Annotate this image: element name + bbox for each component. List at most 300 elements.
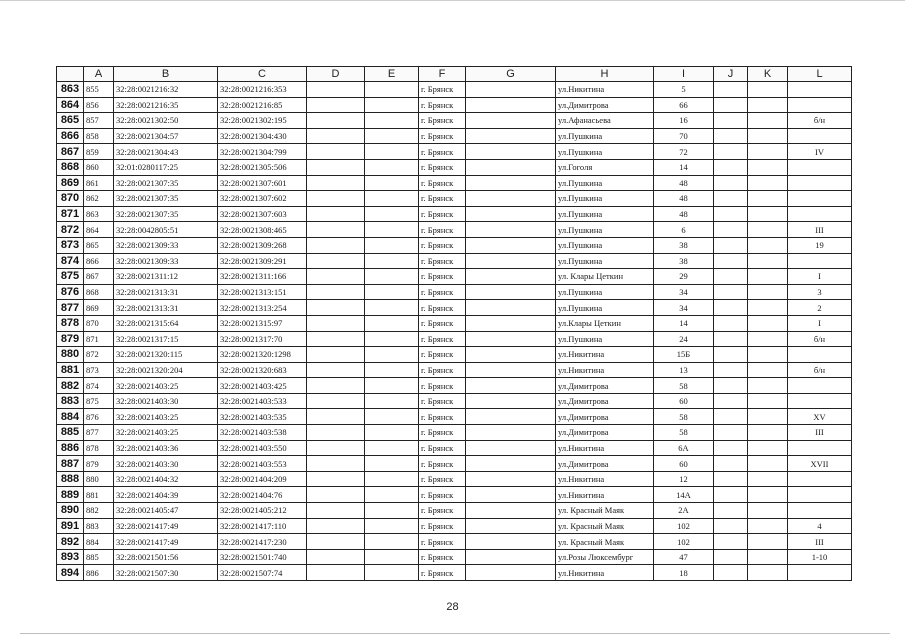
corner-cell	[57, 67, 84, 82]
cell-i: 48	[654, 191, 714, 207]
cell-a: 874	[84, 378, 114, 394]
table-row	[57, 393, 852, 409]
cell-e	[365, 300, 419, 316]
cell-d	[307, 393, 365, 409]
cell-j	[714, 503, 748, 519]
cell-d	[307, 549, 365, 565]
cell-e	[365, 222, 419, 238]
cell-h: ул. Красный Маяк	[556, 503, 654, 519]
cell-g	[466, 378, 556, 394]
cell-j	[714, 82, 748, 98]
cell-k	[748, 315, 788, 331]
cell-j	[714, 300, 748, 316]
cell-j	[714, 425, 748, 441]
cell-b: 32:28:0021304:57	[114, 128, 218, 144]
cell-a: 868	[84, 284, 114, 300]
cell-j	[714, 549, 748, 565]
cell-l: III	[788, 222, 852, 238]
cell-j	[714, 237, 748, 253]
row-number: 866	[57, 128, 84, 144]
cell-d	[307, 128, 365, 144]
cell-i: 102	[654, 534, 714, 550]
row-number: 865	[57, 113, 84, 129]
cell-j	[714, 128, 748, 144]
cell-l: б/н	[788, 331, 852, 347]
cell-a: 858	[84, 128, 114, 144]
cell-i: 16	[654, 113, 714, 129]
cell-l	[788, 440, 852, 456]
cell-h: ул.Димитрова	[556, 378, 654, 394]
cell-h: ул. Клары Цеткин	[556, 269, 654, 285]
cell-k	[748, 175, 788, 191]
cell-f: г. Брянск	[419, 425, 466, 441]
cell-c: 32:28:0021501:740	[218, 549, 307, 565]
cell-g	[466, 175, 556, 191]
cell-a: 871	[84, 331, 114, 347]
row-number: 863	[57, 82, 84, 98]
cell-a: 881	[84, 487, 114, 503]
table-row	[57, 440, 852, 456]
cell-b: 32:28:0021417:49	[114, 518, 218, 534]
cell-f: г. Брянск	[419, 362, 466, 378]
cell-f: г. Брянск	[419, 269, 466, 285]
cell-j	[714, 315, 748, 331]
cell-k	[748, 144, 788, 160]
cell-f: г. Брянск	[419, 456, 466, 472]
column-header-b: B	[114, 67, 218, 82]
cell-h: ул.Никитина	[556, 362, 654, 378]
cell-k	[748, 237, 788, 253]
cell-h: ул.Клары Цеткин	[556, 315, 654, 331]
cell-k	[748, 159, 788, 175]
cell-f: г. Брянск	[419, 175, 466, 191]
cell-a: 878	[84, 440, 114, 456]
table-row	[57, 315, 852, 331]
cell-k	[748, 503, 788, 519]
cell-b: 32:28:0021417:49	[114, 534, 218, 550]
cell-h: ул.Димитрова	[556, 456, 654, 472]
cell-h: ул.Пушкина	[556, 191, 654, 207]
cell-d	[307, 144, 365, 160]
cell-j	[714, 191, 748, 207]
row-number: 873	[57, 237, 84, 253]
row-number: 864	[57, 97, 84, 113]
cell-k	[748, 113, 788, 129]
cell-a: 872	[84, 347, 114, 363]
column-header-k: K	[748, 67, 788, 82]
cell-e	[365, 393, 419, 409]
cell-e	[365, 487, 419, 503]
cell-e	[365, 362, 419, 378]
cell-i: 60	[654, 456, 714, 472]
cell-i: 48	[654, 175, 714, 191]
cell-d	[307, 534, 365, 550]
cell-a: 875	[84, 393, 114, 409]
cell-k	[748, 409, 788, 425]
cell-k	[748, 82, 788, 98]
cell-c: 32:28:0021404:76	[218, 487, 307, 503]
row-number: 883	[57, 393, 84, 409]
table-row	[57, 82, 852, 98]
cell-h: ул.Никитина	[556, 487, 654, 503]
cell-f: г. Брянск	[419, 191, 466, 207]
cell-d	[307, 97, 365, 113]
cell-e	[365, 456, 419, 472]
cell-a: 867	[84, 269, 114, 285]
cell-b: 32:28:0021311:12	[114, 269, 218, 285]
cell-d	[307, 518, 365, 534]
cell-l	[788, 128, 852, 144]
cell-j	[714, 534, 748, 550]
cell-l	[788, 565, 852, 581]
cell-a: 862	[84, 191, 114, 207]
cell-a: 873	[84, 362, 114, 378]
cell-j	[714, 518, 748, 534]
cell-i: 60	[654, 393, 714, 409]
cell-b: 32:28:0021404:32	[114, 471, 218, 487]
cell-c: 32:28:0021317:70	[218, 331, 307, 347]
cell-l	[788, 487, 852, 503]
cell-d	[307, 82, 365, 98]
cell-j	[714, 362, 748, 378]
column-header-d: D	[307, 67, 365, 82]
cell-l: III	[788, 425, 852, 441]
cell-d	[307, 440, 365, 456]
cell-i: 58	[654, 425, 714, 441]
cell-d	[307, 113, 365, 129]
page-bottom-edge	[20, 633, 890, 634]
cell-h: ул.Никитина	[556, 471, 654, 487]
cell-b: 32:28:0021403:30	[114, 393, 218, 409]
cell-l: б/н	[788, 113, 852, 129]
cell-a: 869	[84, 300, 114, 316]
cell-g	[466, 331, 556, 347]
cell-h: ул.Никитина	[556, 347, 654, 363]
cell-h: ул.Пушкина	[556, 284, 654, 300]
row-number: 882	[57, 378, 84, 394]
cell-b: 32:28:0021320:204	[114, 362, 218, 378]
cell-l: 3	[788, 284, 852, 300]
cell-e	[365, 409, 419, 425]
table-row	[57, 113, 852, 129]
cell-k	[748, 347, 788, 363]
table-row	[57, 300, 852, 316]
cell-l: IV	[788, 144, 852, 160]
cell-i: 2А	[654, 503, 714, 519]
cell-a: 864	[84, 222, 114, 238]
row-number: 875	[57, 269, 84, 285]
cell-h: ул.Пушкина	[556, 253, 654, 269]
cell-a: 866	[84, 253, 114, 269]
table-row	[57, 331, 852, 347]
cell-i: 24	[654, 331, 714, 347]
cell-a: 857	[84, 113, 114, 129]
cell-c: 32:28:0021315:97	[218, 315, 307, 331]
cell-a: 882	[84, 503, 114, 519]
cell-c: 32:28:0021403:533	[218, 393, 307, 409]
cell-l: III	[788, 534, 852, 550]
cell-g	[466, 503, 556, 519]
cell-k	[748, 378, 788, 394]
column-header-i: I	[654, 67, 714, 82]
cell-h: ул.Пушкина	[556, 222, 654, 238]
row-number: 891	[57, 518, 84, 534]
cell-b: 32:28:0021216:32	[114, 82, 218, 98]
cell-g	[466, 393, 556, 409]
cell-h: ул.Димитрова	[556, 393, 654, 409]
cell-h: ул. Красный Маяк	[556, 534, 654, 550]
column-header-h: H	[556, 67, 654, 82]
cell-i: 14	[654, 159, 714, 175]
cell-g	[466, 97, 556, 113]
cell-l	[788, 82, 852, 98]
cell-k	[748, 253, 788, 269]
cell-e	[365, 144, 419, 160]
cell-i: 14	[654, 315, 714, 331]
cell-l	[788, 471, 852, 487]
cell-b: 32:28:0021216:35	[114, 97, 218, 113]
cell-e	[365, 347, 419, 363]
cell-l	[788, 253, 852, 269]
cell-j	[714, 206, 748, 222]
cell-g	[466, 487, 556, 503]
cell-a: 865	[84, 237, 114, 253]
cell-l: XVII	[788, 456, 852, 472]
cell-d	[307, 206, 365, 222]
cell-j	[714, 269, 748, 285]
cell-e	[365, 534, 419, 550]
cell-j	[714, 144, 748, 160]
cell-b: 32:28:0021309:33	[114, 253, 218, 269]
table-row	[57, 175, 852, 191]
cell-k	[748, 269, 788, 285]
cell-c: 32:28:0021309:268	[218, 237, 307, 253]
table-row	[57, 269, 852, 285]
cell-d	[307, 159, 365, 175]
cell-l	[788, 97, 852, 113]
cell-c: 32:28:0021304:799	[218, 144, 307, 160]
cell-a: 863	[84, 206, 114, 222]
column-header-c: C	[218, 67, 307, 82]
row-number: 877	[57, 300, 84, 316]
page-top-edge	[0, 0, 905, 1]
spreadsheet-page	[56, 66, 851, 581]
cell-c: 32:28:0021404:209	[218, 471, 307, 487]
cell-k	[748, 128, 788, 144]
cell-l	[788, 347, 852, 363]
cell-h: ул.Розы Люксембург	[556, 549, 654, 565]
cell-i: 18	[654, 565, 714, 581]
cell-d	[307, 315, 365, 331]
cell-i: 102	[654, 518, 714, 534]
cell-d	[307, 565, 365, 581]
cell-b: 32:28:0021313:31	[114, 284, 218, 300]
cell-c: 32:28:0021307:601	[218, 175, 307, 191]
row-number: 884	[57, 409, 84, 425]
cell-h: ул.Димитрова	[556, 425, 654, 441]
cell-e	[365, 471, 419, 487]
cell-l: 4	[788, 518, 852, 534]
cell-h: ул.Пушкина	[556, 300, 654, 316]
cell-c: 32:28:0021313:254	[218, 300, 307, 316]
cell-j	[714, 393, 748, 409]
cell-c: 32:28:0021307:602	[218, 191, 307, 207]
cell-j	[714, 175, 748, 191]
cell-h: ул.Никитина	[556, 565, 654, 581]
cell-b: 32:28:0042805:51	[114, 222, 218, 238]
table-row	[57, 378, 852, 394]
cell-e	[365, 82, 419, 98]
cell-g	[466, 159, 556, 175]
cell-g	[466, 284, 556, 300]
cell-h: ул.Никитина	[556, 82, 654, 98]
cell-a: 885	[84, 549, 114, 565]
cell-a: 856	[84, 97, 114, 113]
cell-g	[466, 471, 556, 487]
cell-b: 32:28:0021320:115	[114, 347, 218, 363]
cell-i: 72	[654, 144, 714, 160]
table-row	[57, 128, 852, 144]
cell-e	[365, 284, 419, 300]
cell-d	[307, 378, 365, 394]
cell-g	[466, 222, 556, 238]
cell-g	[466, 300, 556, 316]
cell-i: 12	[654, 471, 714, 487]
row-number: 886	[57, 440, 84, 456]
cell-g	[466, 237, 556, 253]
cell-l: XV	[788, 409, 852, 425]
cell-d	[307, 300, 365, 316]
cell-j	[714, 487, 748, 503]
cell-j	[714, 440, 748, 456]
table-row	[57, 347, 852, 363]
table-row	[57, 487, 852, 503]
cell-b: 32:28:0021302:50	[114, 113, 218, 129]
cell-k	[748, 362, 788, 378]
cell-d	[307, 222, 365, 238]
cell-l	[788, 159, 852, 175]
row-number: 885	[57, 425, 84, 441]
cell-l: 19	[788, 237, 852, 253]
cell-d	[307, 175, 365, 191]
cell-c: 32:28:0021507:74	[218, 565, 307, 581]
cell-a: 861	[84, 175, 114, 191]
cell-j	[714, 331, 748, 347]
cell-b: 32:01:0280117:25	[114, 159, 218, 175]
cell-e	[365, 503, 419, 519]
cell-b: 32:28:0021313:31	[114, 300, 218, 316]
cell-e	[365, 331, 419, 347]
cell-b: 32:28:0021405:47	[114, 503, 218, 519]
row-number: 876	[57, 284, 84, 300]
cell-j	[714, 284, 748, 300]
cell-k	[748, 456, 788, 472]
cell-j	[714, 378, 748, 394]
cell-g	[466, 253, 556, 269]
cell-c: 32:28:0021302:195	[218, 113, 307, 129]
cell-i: 15Б	[654, 347, 714, 363]
cell-j	[714, 456, 748, 472]
table-row	[57, 518, 852, 534]
row-number: 870	[57, 191, 84, 207]
cell-f: г. Брянск	[419, 347, 466, 363]
cell-f: г. Брянск	[419, 300, 466, 316]
cell-d	[307, 456, 365, 472]
column-header-a: A	[84, 67, 114, 82]
cell-j	[714, 159, 748, 175]
cell-l	[788, 175, 852, 191]
cell-f: г. Брянск	[419, 159, 466, 175]
row-number: 874	[57, 253, 84, 269]
column-header-f: F	[419, 67, 466, 82]
cell-f: г. Брянск	[419, 284, 466, 300]
column-header-g: G	[466, 67, 556, 82]
cell-i: 47	[654, 549, 714, 565]
address-table	[56, 66, 852, 581]
cell-k	[748, 487, 788, 503]
cell-i: 58	[654, 378, 714, 394]
table-row	[57, 206, 852, 222]
cell-g	[466, 144, 556, 160]
cell-h: ул. Красный Маяк	[556, 518, 654, 534]
cell-c: 32:28:0021304:430	[218, 128, 307, 144]
cell-f: г. Брянск	[419, 331, 466, 347]
row-number: 871	[57, 206, 84, 222]
cell-l: I	[788, 269, 852, 285]
cell-f: г. Брянск	[419, 487, 466, 503]
cell-g	[466, 191, 556, 207]
cell-f: г. Брянск	[419, 503, 466, 519]
cell-i: 66	[654, 97, 714, 113]
cell-a: 879	[84, 456, 114, 472]
table-row	[57, 144, 852, 160]
cell-i: 14А	[654, 487, 714, 503]
cell-d	[307, 503, 365, 519]
cell-i: 13	[654, 362, 714, 378]
cell-g	[466, 362, 556, 378]
cell-e	[365, 206, 419, 222]
table-row	[57, 456, 852, 472]
cell-g	[466, 565, 556, 581]
cell-h: ул.Димитрова	[556, 97, 654, 113]
cell-e	[365, 565, 419, 581]
cell-i: 34	[654, 300, 714, 316]
cell-d	[307, 347, 365, 363]
cell-i: 29	[654, 269, 714, 285]
row-number: 867	[57, 144, 84, 160]
cell-f: г. Брянск	[419, 144, 466, 160]
cell-a: 859	[84, 144, 114, 160]
table-body	[57, 82, 852, 581]
cell-g	[466, 425, 556, 441]
cell-j	[714, 565, 748, 581]
column-header-e: E	[365, 67, 419, 82]
page-number: 28	[446, 601, 459, 613]
cell-a: 884	[84, 534, 114, 550]
cell-k	[748, 97, 788, 113]
row-number: 894	[57, 565, 84, 581]
cell-i: 38	[654, 237, 714, 253]
cell-d	[307, 284, 365, 300]
cell-g	[466, 549, 556, 565]
cell-c: 32:28:0021216:85	[218, 97, 307, 113]
cell-f: г. Брянск	[419, 82, 466, 98]
cell-h: ул.Пушкина	[556, 144, 654, 160]
cell-e	[365, 253, 419, 269]
table-row	[57, 471, 852, 487]
cell-e	[365, 269, 419, 285]
cell-c: 32:28:0021403:550	[218, 440, 307, 456]
